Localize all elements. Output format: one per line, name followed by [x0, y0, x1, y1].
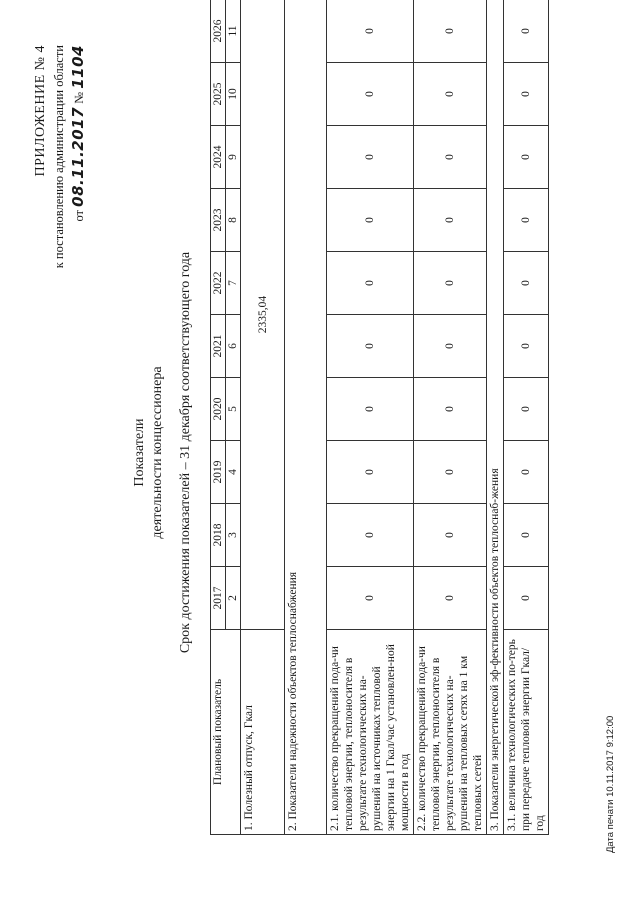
column-number: 10 — [226, 63, 241, 126]
value-cell: 0 — [414, 63, 487, 126]
header-year: 2022 — [211, 252, 226, 315]
table-row — [487, 0, 504, 835]
document-subtitle: деятельности концессионера — [150, 366, 165, 539]
table-row — [504, 0, 549, 835]
print-date: Дата печати 10.11.2017 9:12:00 — [605, 715, 616, 853]
date-prefix: от — [72, 209, 86, 222]
indicators-table — [210, 0, 549, 835]
header-year: 2017 — [211, 567, 226, 630]
value-cell: 0 — [327, 504, 414, 567]
deadline-caption: Срок достижения показателей – 31 декабря соответствующего года — [178, 251, 193, 654]
value-cell: 0 — [414, 315, 487, 378]
value-cell: 0 — [504, 63, 549, 126]
header-year: 2018 — [211, 504, 226, 567]
header-year: 2024 — [211, 126, 226, 189]
value-cell: 0 — [414, 504, 487, 567]
section-label: 3. Показатели энергетической эф-фективности объектов теплоснаб-жения — [487, 0, 504, 835]
column-number: 5 — [226, 378, 241, 441]
row-label: 2.2. количество прекращений пода-чи тепловой энергии, теплоносителя в результате технологических на-рушений на тепловых сетях на 1 км тепловых сетей — [414, 630, 487, 835]
value-cell: 0 — [327, 126, 414, 189]
table-header-row — [211, 0, 226, 835]
value-cell: 0 — [504, 378, 549, 441]
appendix-title: ПРИЛОЖЕНИЕ № 4 — [33, 45, 48, 177]
value-cell: 0 — [504, 504, 549, 567]
merged-value-cell: 2335,04 — [241, 0, 285, 630]
row-label: 2.1. количество прекращений пода-чи тепловой энергии, теплоносителя в результате технологических на-рушений на источниках тепловой энергии на 1 Гкал/час установлен-ной мощности в год — [327, 630, 414, 835]
header-year: 2020 — [211, 378, 226, 441]
row-label: 3.1. величина технологических по-терь при передаче тепловой энергии Гкал/год — [504, 630, 549, 835]
value-cell: 0 — [504, 189, 549, 252]
header-year: 2019 — [211, 441, 226, 504]
column-number: 6 — [226, 315, 241, 378]
table-row — [241, 0, 285, 835]
header-indicator: Плановый показатель — [211, 630, 241, 835]
value-cell: 0 — [327, 378, 414, 441]
value-cell: 0 — [414, 126, 487, 189]
column-number: 3 — [226, 504, 241, 567]
header-year: 2021 — [211, 315, 226, 378]
value-cell: 0 — [414, 252, 487, 315]
column-number: 9 — [226, 126, 241, 189]
value-cell: 0 — [327, 189, 414, 252]
handwritten-number: 1104 — [69, 45, 87, 89]
table-row — [414, 0, 487, 835]
section-label: 2. Показатели надежности объектов теплоснабжения — [285, 0, 327, 835]
value-cell: 0 — [414, 441, 487, 504]
value-cell: 0 — [327, 0, 414, 63]
column-number: 8 — [226, 189, 241, 252]
column-number: 7 — [226, 252, 241, 315]
value-cell: 0 — [504, 567, 549, 630]
number-prefix: № — [72, 91, 86, 104]
value-cell: 0 — [414, 189, 487, 252]
value-cell: 0 — [414, 567, 487, 630]
value-cell: 0 — [327, 252, 414, 315]
appendix-date-line — [69, 45, 87, 605]
value-cell: 0 — [414, 0, 487, 63]
value-cell: 0 — [327, 441, 414, 504]
value-cell: 0 — [327, 567, 414, 630]
value-cell: 0 — [504, 252, 549, 315]
header-year: 2025 — [211, 63, 226, 126]
header-year: 2026 — [211, 0, 226, 63]
header-year: 2023 — [211, 189, 226, 252]
appendix-resolution-line: к постановлению администрации области — [52, 45, 66, 269]
value-cell: 0 — [504, 315, 549, 378]
table-row — [327, 0, 414, 835]
value-cell: 0 — [414, 378, 487, 441]
column-number: 4 — [226, 441, 241, 504]
handwritten-date: 08.11.2017 — [69, 106, 87, 207]
table-row — [285, 0, 327, 835]
row-label: 1. Полезный отпуск, Гкал — [241, 630, 285, 835]
value-cell: 0 — [504, 0, 549, 63]
document-title: Показатели — [132, 418, 147, 487]
column-number: 2 — [226, 567, 241, 630]
column-number: 11 — [226, 0, 241, 63]
value-cell: 0 — [327, 315, 414, 378]
value-cell: 0 — [327, 63, 414, 126]
value-cell: 0 — [504, 126, 549, 189]
value-cell: 0 — [504, 441, 549, 504]
